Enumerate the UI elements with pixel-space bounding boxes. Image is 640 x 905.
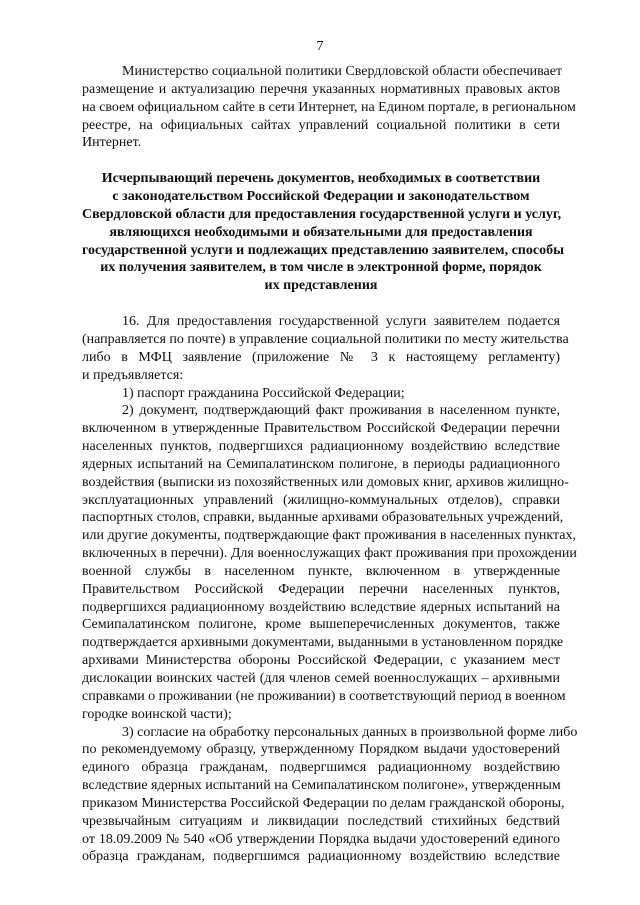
document-body <box>82 63 578 866</box>
text-line: и предъявляется: <box>82 367 184 383</box>
text-line: 2) документ, подтверждающий факт проживания в населенном пункте, <box>122 403 560 419</box>
paragraph <box>82 402 577 723</box>
text-line: включенных в перечни). Для военнослужащих факт проживания при прохождении <box>82 546 577 562</box>
text-line: Семипалатинском полигоне, кроме вышеперечисленных документов, также <box>82 617 560 633</box>
text-line: вследствие ядерных испытаний на Семипалатинском полигоне», утвержденным <box>82 778 561 794</box>
text-line: от 18.09.2009 № 540 «Об утверждении Порядка выдачи удостоверений единого <box>82 831 560 847</box>
text-line: подвергшихся радиационному воздействию вследствие ядерных испытаний на <box>82 599 560 615</box>
text-line: по рекомендуемому образцу, утвержденному Порядком выдачи удостоверений <box>82 742 560 758</box>
text-line: 1) паспорт гражданина Российской Федерации; <box>122 385 405 401</box>
section-heading <box>82 170 565 295</box>
main-section <box>82 313 578 866</box>
text-line: либо в МФЦ заявление (приложение № 3 к настоящему регламенту) <box>82 349 560 365</box>
text-line: размещение и актуализацию перечня указанных нормативных правовых актов <box>82 81 560 97</box>
text-line: дислокации воинских частей (для членов семей военнослужащих – архивными <box>82 671 560 686</box>
text-line: образца гражданам, подвергшимся радиационному воздействию вследствие <box>82 849 560 865</box>
heading-line: с законодательством Российской Федерации и законодательством <box>112 189 530 205</box>
text-line: реестре, на официальных сайтах управлений социальной политики в сети <box>82 117 560 133</box>
text-line: 3) согласие на обработку персональных данных в произвольной форме либо <box>122 724 578 740</box>
text-line: включенном в утвержденные Правительством Российской Федерации перечни <box>82 421 560 437</box>
paragraph <box>82 385 560 403</box>
text-line: приказом Министерства Российской Федерации по делам гражданской обороны, <box>82 795 565 811</box>
text-line: Интернет. <box>82 135 142 151</box>
text-line: военной службы в населенном пункте, включенном в утвержденные <box>82 563 560 579</box>
text-line: Правительством Российской Федерации перечни населенных пунктов, <box>82 581 560 597</box>
text-line: воздействия (выписки из похозяйственных или домовых книг, архивов жилищно- <box>82 474 569 490</box>
text-line: населенных пунктов, подвергшихся радиационному воздействию вследствие <box>82 439 560 455</box>
text-line: эксплуатационных управлений (жилищно-коммунальных отделов), справки <box>82 492 560 508</box>
text-line: чрезвычайным ситуациям и ликвидации последствий стихийных бедствий <box>82 813 560 829</box>
heading-line: государственной услуги и подлежащих представлению заявителем, способы <box>82 242 565 258</box>
text-line: Министерство социальной политики Свердловской области обеспечивает <box>122 64 563 79</box>
text-line: (направляется по почте) в управление социальной политики по месту жительства <box>82 331 569 347</box>
text-line: на своем официальном сайте в сети Интернет, на Едином портале, в региональном <box>82 99 576 115</box>
paragraph <box>82 724 578 867</box>
text-line: подтверждается архивными документами, выданными в установленном порядке <box>82 635 564 651</box>
text-line: паспортных столов, справки, выданные архивами образовательных учреждений, <box>82 510 564 526</box>
paragraph <box>82 63 576 152</box>
text-line: ядерных испытаний на Семипалатинском полигоне, в периоды радиационного <box>82 456 560 472</box>
text-line: городке воинской части); <box>82 706 232 722</box>
text-line: 16. Для предоставления государственной услуги заявителем подается <box>122 314 560 330</box>
heading-line: их представления <box>264 278 378 294</box>
text-line: справками о проживании (не проживании) в соответствующий период в военном <box>82 688 566 704</box>
heading-line: Исчерпывающий перечень документов, необходимых в соответствии <box>101 171 541 187</box>
heading-line: являющихся необходимыми и обязательными для предоставления <box>109 224 533 240</box>
text-line: или другие документы, подтверждающие факт проживания в населенных пунктах, <box>82 528 577 544</box>
heading-line: их получения заявителем, в том числе в электронной форме, порядок <box>100 260 542 276</box>
text-line: архивами Министерства обороны Российской Федерации, с указанием мест <box>82 653 560 669</box>
paragraph <box>82 313 569 384</box>
heading-line: Свердловской области для предоставления государственной услуги и услуг, <box>82 206 562 222</box>
intro-section <box>82 63 576 152</box>
text-line: единого образца гражданам, подвергшимся радиационному воздействию <box>82 760 560 776</box>
page-number: 7 <box>316 39 324 54</box>
